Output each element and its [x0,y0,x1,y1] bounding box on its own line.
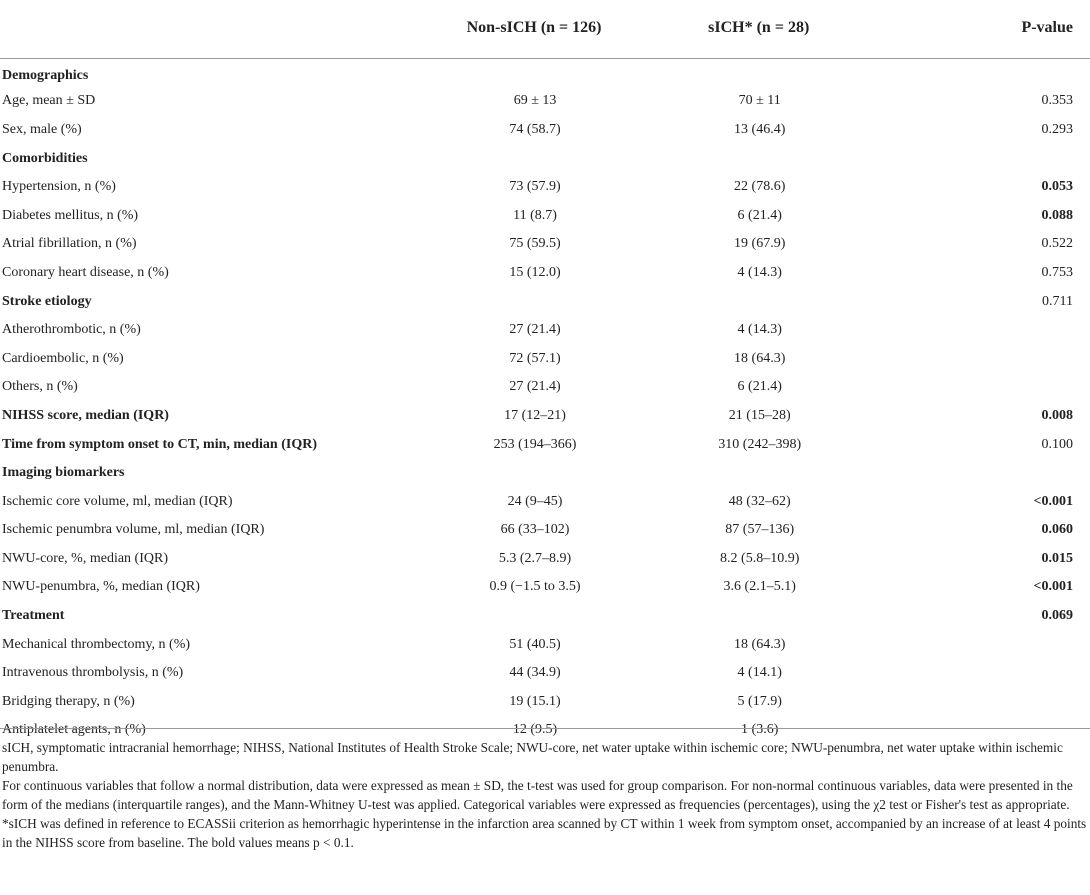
row-sich-value: 8.2 (5.8–10.9) [720,550,800,566]
table-row [0,173,1090,202]
row-label: Time from symptom onset to CT, min, median (IQR) [2,436,317,452]
row-label: Bridging therapy, n (%) [2,693,135,709]
row-label: NWU-penumbra, %, median (IQR) [2,579,200,595]
row-sich-value: 310 (242–398) [718,436,802,452]
row-sich-value: 4 (14.1) [737,665,782,681]
row-non-sich-value: 74 (58.7) [509,121,561,137]
row-sich-value: 21 (15–28) [728,407,791,423]
row-non-sich-value: 24 (9–45) [507,493,563,509]
row-non-sich-value: 51 (40.5) [509,636,561,652]
row-label: Ischemic penumbra volume, ml, median (IQR) [2,522,265,538]
header-non-sich: Non-sICH (n = 126) [429,14,640,59]
row-non-sich-value [429,287,640,316]
table-row [0,87,1090,116]
row-sich-value: 4 (14.3) [737,322,782,338]
row-label: Comorbidities [2,150,88,166]
footnote-methods: For continuous variables that follow a normal distribution, data were expressed as mean ± SD, the t-test was used for group comparison. For non-normal continuous variables, data were presented in the form of the medians (interquartile ranges), and the Mann-Whitney U-test was applied. Categorical variables were expressed as frequencies (percentages), using the χ2 test or Fisher's test as appropriate. [2,778,1073,812]
row-label: Sex, male (%) [2,121,82,137]
row-non-sich-value: 15 (12.0) [509,264,561,280]
table-row [0,316,1090,345]
row-p-value: <0.001 [1033,579,1073,595]
row-non-sich-value: 17 (12–21) [504,407,566,423]
header-p-value: P-value [878,14,1090,59]
row-sich-value [639,59,878,88]
row-p-value: 0.100 [1041,436,1073,452]
row-non-sich-value: 69 ± 13 [513,93,557,109]
row-sich-value: 87 (57–136) [725,522,795,538]
row-p-value [878,373,1090,402]
row-sich-value: 3.6 (2.1–5.1) [723,579,796,595]
row-non-sich-value [429,459,640,488]
row-sich-value: 5 (17.9) [737,693,782,709]
row-sich-value [639,144,878,173]
row-non-sich-value: 66 (33–102) [500,522,570,538]
row-sich-value: 4 (14.3) [737,264,782,280]
header-label-col [0,14,429,59]
table-row [0,116,1090,145]
row-p-value: 0.015 [1041,550,1073,566]
row-sich-value: 1 (3.6) [741,722,779,738]
row-label: Intravenous thrombolysis, n (%) [2,665,184,681]
row-p-value: 0.353 [1041,93,1073,109]
table-row [0,344,1090,373]
row-non-sich-value: 0.9 (−1.5 to 3.5) [489,579,581,595]
row-non-sich-value: 73 (57.9) [509,179,561,195]
row-label: Mechanical thrombectomy, n (%) [2,636,191,652]
table-row [0,630,1090,659]
row-p-value: 0.088 [1041,207,1073,223]
row-non-sich-value: 11 (8.7) [513,207,557,223]
table-row [0,659,1090,688]
table-header [0,14,1090,59]
table-row [0,516,1090,545]
footnote-abbreviations: sICH, symptomatic intracranial hemorrhage; NIHSS, National Institutes of Health Stroke Scale; NWU-core, net water uptake within ischemic core; NWU-penumbra, net water uptake within ischemic penumbra. [2,740,1063,774]
row-p-value [878,316,1090,345]
row-non-sich-value [429,144,640,173]
row-non-sich-value: 253 (194–366) [493,436,577,452]
row-p-value: 0.053 [1041,179,1073,195]
row-label: Atrial fibrillation, n (%) [2,236,137,252]
row-p-value: 0.753 [1041,264,1073,280]
table-row [0,487,1090,516]
section-row [0,287,1090,316]
footnote-definition: *sICH was defined in reference to ECASSii criterion as hemorrhagic hyperintense in the infarction area scanned by CT within 1 week from symptom onset, accompanied by an increase of at least 4 points in the NIHSS score from baseline. The bold values means p < 0.1. [2,816,1087,850]
row-sich-value: 6 (21.4) [737,207,782,223]
row-label: Age, mean ± SD [2,93,96,109]
row-sich-value: 70 ± 11 [738,93,781,109]
row-non-sich-value: 19 (15.1) [509,693,561,709]
row-sich-value: 6 (21.4) [737,379,782,395]
row-p-value: 0.711 [1042,293,1073,309]
row-non-sich-value [429,59,640,88]
row-non-sich-value: 44 (34.9) [509,665,561,681]
row-sich-value: 48 (32–62) [728,493,791,509]
section-row [0,430,1090,459]
row-label: Coronary heart disease, n (%) [2,264,169,280]
row-label: NWU-core, %, median (IQR) [2,550,168,566]
table-row [0,259,1090,288]
row-p-value [878,59,1090,88]
table-body [0,59,1090,745]
row-p-value: 0.060 [1041,522,1073,538]
row-p-value: 0.522 [1041,236,1073,252]
row-p-value: 0.008 [1041,407,1073,423]
table-row [0,230,1090,259]
row-non-sich-value: 12 (9.5) [512,722,558,738]
section-row [0,459,1090,488]
row-label: Demographics [2,68,89,84]
row-label: Ischemic core volume, ml, median (IQR) [2,493,233,509]
row-non-sich-value: 27 (21.4) [509,322,561,338]
row-sich-value: 19 (67.9) [734,236,786,252]
row-p-value [878,144,1090,173]
section-row [0,402,1090,431]
row-p-value [878,459,1090,488]
section-row [0,59,1090,88]
table-row [0,545,1090,574]
table-row [0,573,1090,602]
row-label: Treatment [2,608,65,624]
header-sich: sICH* (n = 28) [639,14,878,59]
row-non-sich-value: 72 (57.1) [509,350,561,366]
row-sich-value [639,287,878,316]
section-row [0,602,1090,631]
row-label: Atherothrombotic, n (%) [2,322,141,338]
table-row [0,688,1090,717]
row-sich-value: 18 (64.3) [734,350,786,366]
row-sich-value [639,602,878,631]
row-p-value [878,688,1090,717]
row-p-value [878,630,1090,659]
row-label: Others, n (%) [2,379,78,395]
row-sich-value: 13 (46.4) [734,121,786,137]
section-row [0,144,1090,173]
row-non-sich-value: 5.3 (2.7–8.9) [498,550,572,566]
header-row [0,14,1090,59]
row-p-value: 0.069 [1041,608,1073,624]
row-label: Hypertension, n (%) [2,179,116,195]
row-p-value [878,344,1090,373]
row-label: Cardioembolic, n (%) [2,350,124,366]
row-p-value: 0.293 [1041,121,1073,137]
row-non-sich-value [429,602,640,631]
row-label: Antiplatelet agents, n (%) [2,722,146,738]
table-row [0,373,1090,402]
table-footnotes [2,738,1088,852]
row-p-value [878,659,1090,688]
row-p-value: <0.001 [1033,493,1073,509]
table-bottom-rule [0,728,1090,729]
row-label: Imaging biomarkers [2,465,125,481]
characteristics-table [0,14,1090,745]
row-non-sich-value: 75 (59.5) [509,236,561,252]
row-label: NIHSS score, median (IQR) [2,407,169,423]
row-sich-value [639,459,878,488]
row-label: Diabetes mellitus, n (%) [2,207,139,223]
row-sich-value: 22 (78.6) [734,179,786,195]
table-row [0,201,1090,230]
row-non-sich-value: 27 (21.4) [509,379,561,395]
row-label: Stroke etiology [2,293,92,309]
row-sich-value: 18 (64.3) [734,636,786,652]
